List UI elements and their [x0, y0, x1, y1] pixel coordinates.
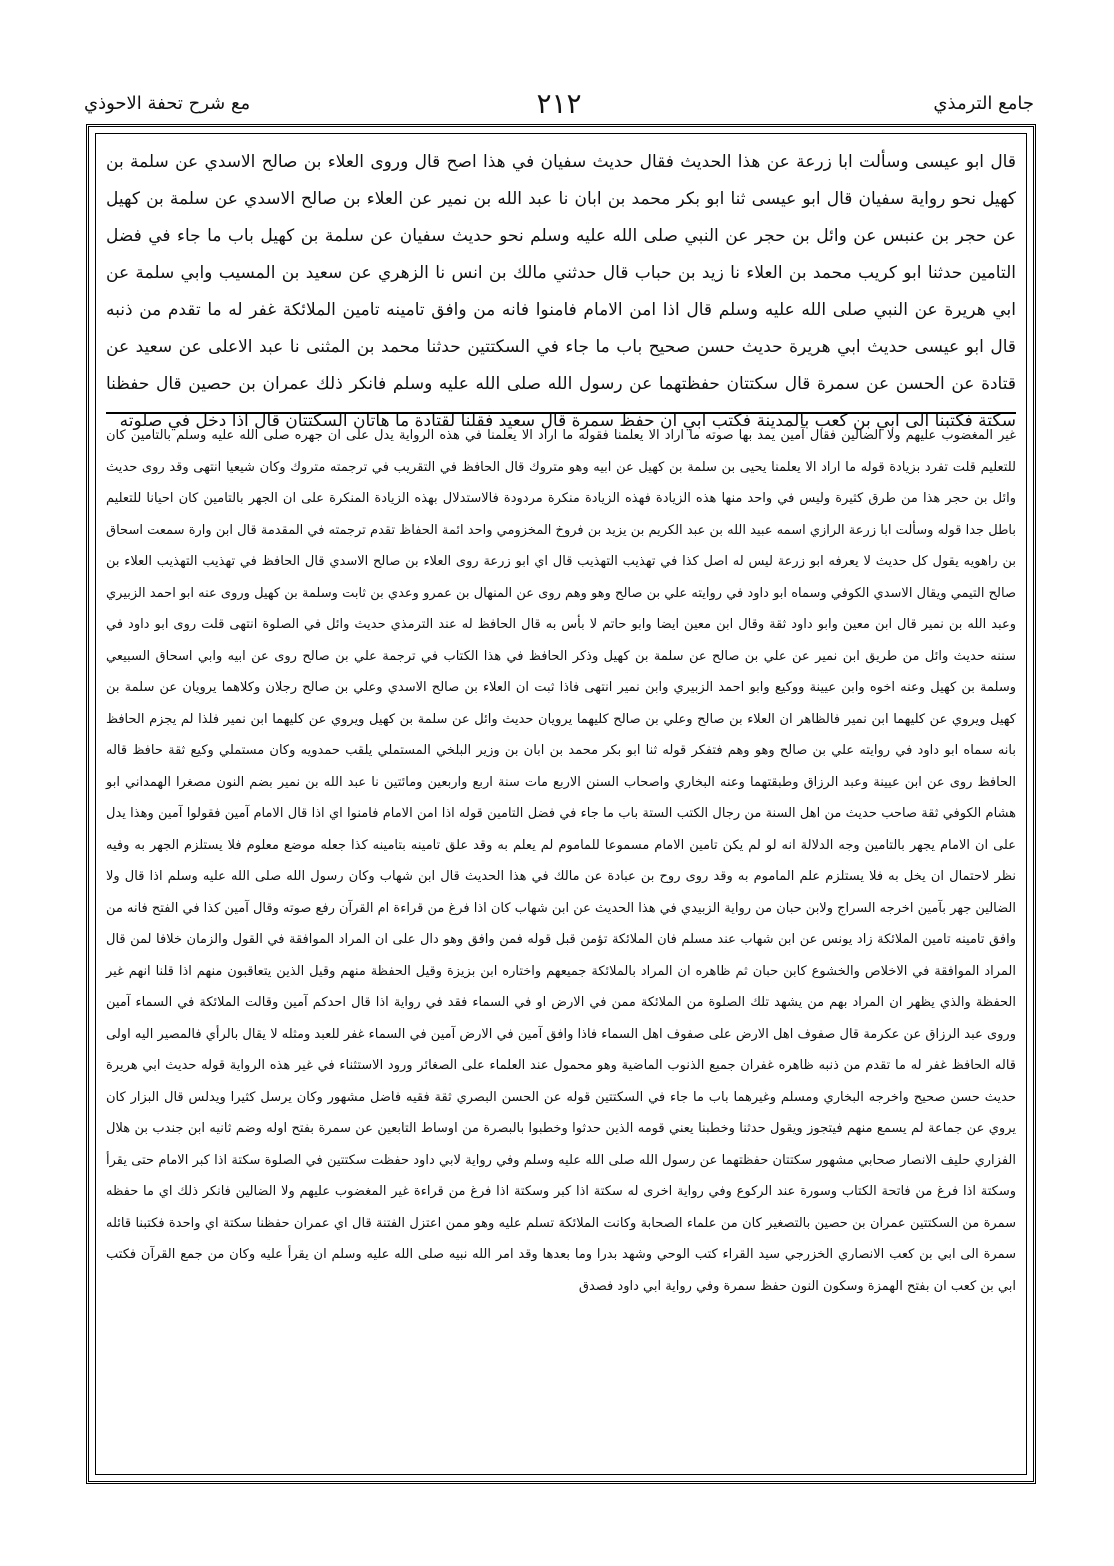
commentary-block: [106, 420, 1016, 1466]
inner-border: [95, 133, 1027, 1475]
main-text: قال ابو عيسى وسألت ابا زرعة عن هذا الحديث فقال حديث سفيان في هذا اصح قال وروى العلاء بن صالح الاسدي عن سلمة بن كهيل نحو رواية سفيان قال ابو عيسى ثنا ابو بكر محمد بن ابان نا عبد الله بن نمير عن العلاء بن صالح الاسدي عن سلمة بن كهيل عن حجر بن عنبس عن وائل بن حجر عن النبي صلى الله عليه وسلم نحو حديث سفيان عن سلمة بن كهيل باب ما جاء في فضل التامين حدثنا ابو كريب محمد بن العلاء نا زيد بن حباب قال حدثني مالك بن انس نا الزهري عن سعيد بن المسيب وابي سلمة عن ابي هريرة عن النبي صلى الله عليه وسلم قال اذا امن الامام فامنوا فانه من وافق تامينه تامين الملائكة غفر له ما تقدم من ذنبه قال ابو عيسى حديث ابي هريرة حديث حسن صحيح باب ما جاء في السكتتين حدثنا محمد بن المثنى نا عبد الاعلى عن سعيد عن قتادة عن الحسن عن سمرة قال سكتتان حفظتهما عن رسول الله صلى الله عليه وسلم فانكر ذلك عمران بن حصين قال حفظنا سكتة فكتبنا الى ابي بن كعب بالمدينة فكتب ابي ان حفظ سمرة قال سعيد فقلنا لقتادة ما هاتان السكتتان قال اذا دخل في صلوته: [106, 152, 1016, 431]
main-text-block: [106, 144, 1016, 431]
page-header: [84, 87, 1034, 120]
page-border: [86, 124, 1036, 1484]
page-number: ٢١٢: [536, 87, 582, 120]
section-divider: [106, 412, 1016, 414]
commentary-text: غير المغضوب عليهم ولا الضالين فقال آمين يمد بها صوته ما اراد الا يعلمنا فقوله ما اراد الا يعلمنا في هذه الرواية يدل على ان جهره صلى الله عليه وسلم بالتامين كان للتعليم قلت تفرد بزيادة قوله ما اراد الا يعلمنا يحيى بن سلمة بن كهيل عن ابيه وهو متروك قال الحافظ في التقريب في ترجمته متروك وكان شيعيا انتهى وقد روى حديث وائل بن حجر هذا من طرق كثيرة وليس في واحد منها هذه الزيادة فهذه الزيادة منكرة مردودة فالاستدلال بهذه الزيادة المنكرة على ان الجهر بالتامين كان احيانا للتعليم باطل جدا قوله وسألت ابا زرعة الرازي اسمه عبيد الله بن عبد الكريم بن يزيد بن فروخ المخزومي واحد ائمة الحفاظ تقدم ترجمته في المقدمة قال ابن وارة سمعت اسحاق بن راهويه يقول كل حديث لا يعرفه ابو زرعة ليس له اصل كذا في تهذيب التهذيب قال اي ابو زرعة روى العلاء بن صالح الاسدي قال الحافظ في تهذيب التهذيب العلاء بن صالح التيمي ويقال الاسدي الكوفي وسماه ابو داود في روايته علي بن صالح وهو وهم روى عن المنهال بن عمرو وعدي بن ثابت وسلمة بن كهيل وروى عنه ابو احمد الزبيري وعبد الله بن نمير قال ابن معين وابو داود ثقة وقال ابن معين ايضا وابو حاتم لا بأس به قال الحافظ له عند الترمذي حديث وائل في الصلوة انتهى قلت روى ابو داود في سننه حديث وائل من طريق ابن نمير عن علي بن صالح عن سلمة بن كهيل وذكر الحافظ في هذا الكتاب في ترجمة علي بن صالح روى عن ابيه وابي اسحاق السبيعي وسلمة بن كهيل وعنه اخوه وابن عيينة ووكيع وابو احمد الزبيري وابن نمير انتهى فاذا ثبت ان العلاء بن صالح الاسدي وعلي بن صالح رجلان وكلاهما يرويان عن سلمة بن كهيل ويروي عن كليهما ابن نمير فالظاهر ان العلاء بن صالح وعلي بن صالح كليهما يرويان حديث وائل عن سلمة بن كهيل ويروي عن كليهما ابن نمير فلذا لم يجزم الحافظ بانه سماه ابو داود في روايته علي بن صالح وهو وهم فتفكر قوله ثنا ابو بكر محمد بن ابان بن وزير البلخي المستملي يلقب حمدويه وكان مستملي وكيع ثقة حافظ قاله الحافظ روى عن ابن عيينة وعبد الرزاق وطبقتهما وعنه البخاري واصحاب السنن الاربع مات سنة اربع واربعين ومائتين نا عبد الله بن نمير بضم النون مصغرا الهمداني ابو هشام الكوفي ثقة صاحب حديث من اهل السنة من رجال الكتب الستة باب ما جاء في فضل التامين قوله اذا امن الامام فامنوا اي اذا قال الامام آمين فقولوا آمين وهذا يدل على ان الامام يجهر بالتامين وجه الدلالة انه لو لم يكن تامين الامام مسموعا للماموم لم يعلم به وقد علق تامينه بتامينه كذا جعله موضع معلوم فلا يستلزم الجهر به وفيه نظر لاحتمال ان يخل به فلا يستلزم علم الماموم به وقد روى روح بن عبادة عن مالك في هذا الحديث قال ابن شهاب وكان رسول الله صلى الله عليه وسلم اذا قال ولا الضالين جهر بآمين اخرجه السراج ولابن حبان من رواية الزبيدي في هذا الحديث عن ابن شهاب كان اذا فرغ من قراءة ام القرآن رفع صوته وقال آمين كذا في الفتح فانه من وافق تامينه تامين الملائكة زاد يونس عن ابن شهاب عند مسلم فان الملائكة تؤمن قبل قوله فمن وافق وهو دال على ان المراد الموافقة في القول والزمان خلافا لمن قال المراد الموافقة في الاخلاص والخشوع كابن حبان ثم ظاهره ان المراد بالملائكة جميعهم واختاره ابن بزيزة وقيل الحفظة منهم وقيل الذين يتعاقبون منهم اذا قلنا انهم غير الحفظة والذي يظهر ان المراد بهم من يشهد تلك الصلوة من الملائكة ممن في الارض او في السماء فقد في رواية اذا قال احدكم آمين وقالت الملائكة في السماء آمين وروى عبد الرزاق عن عكرمة قال صفوف اهل الارض على صفوف اهل السماء فاذا وافق آمين في الارض آمين في السماء غفر للعبد ومثله لا يقال بالرأي فالمصير اليه اولى قاله الحافظ غفر له ما تقدم من ذنبه ظاهره غفران جميع الذنوب الماضية وهو محمول عند العلماء على الصغائر ورود الاستثناء في غير هذه الرواية قوله حديث ابي هريرة حديث حسن صحيح واخرجه البخاري ومسلم وغيرهما باب ما جاء في السكتتين قوله عن الحسن البصري ثقة فقيه فاضل مشهور وكان يرسل كثيرا ويدلس قال البزار كان يروي عن جماعة لم يسمع منهم فيتجوز ويقول حدثنا وخطبنا يعني قومه الذين حدثوا وخطبوا بالبصرة من اوساط التابعين عن سمرة بفتح اوله وضم ثانيه ابن جندب بن هلال الفزاري حليف الانصار صحابي مشهور سكتتان حفظتهما عن رسول الله صلى الله عليه وسلم وفي رواية لابي داود حفظت سكتتين في الصلوة سكتة اذا كبر الامام حتى يقرأ وسكتة اذا فرغ من فاتحة الكتاب وسورة عند الركوع وفي رواية اخرى له سكتة اذا كبر وسكتة اذا فرغ من قراءة غير المغضوب عليهم ولا الضالين فانكر ذلك اي ما حفظه سمرة من السكتتين عمران بن حصين بالتصغير كان من علماء الصحابة وكانت الملائكة تسلم عليه وهو ممن اعتزل الفتنة قال اي عمران حفظنا سكتة اي واحدة فكتبنا قائله سمرة الى ابي بن كعب الانصاري الخزرجي سيد القراء كتب الوحي وشهد بدرا وما بعدها وقد امر الله نبيه صلى الله عليه وسلم ان يقرأ عليه وكان من جمع القرآن فكتب ابي بن كعب ان بفتح الهمزة وسكون النون حفظ سمرة وفي رواية ابي داود فصدق: [106, 428, 1016, 1294]
book-title: جامع الترمذي: [933, 93, 1034, 114]
commentary-title: مع شرح تحفة الاحوذي: [84, 93, 251, 114]
